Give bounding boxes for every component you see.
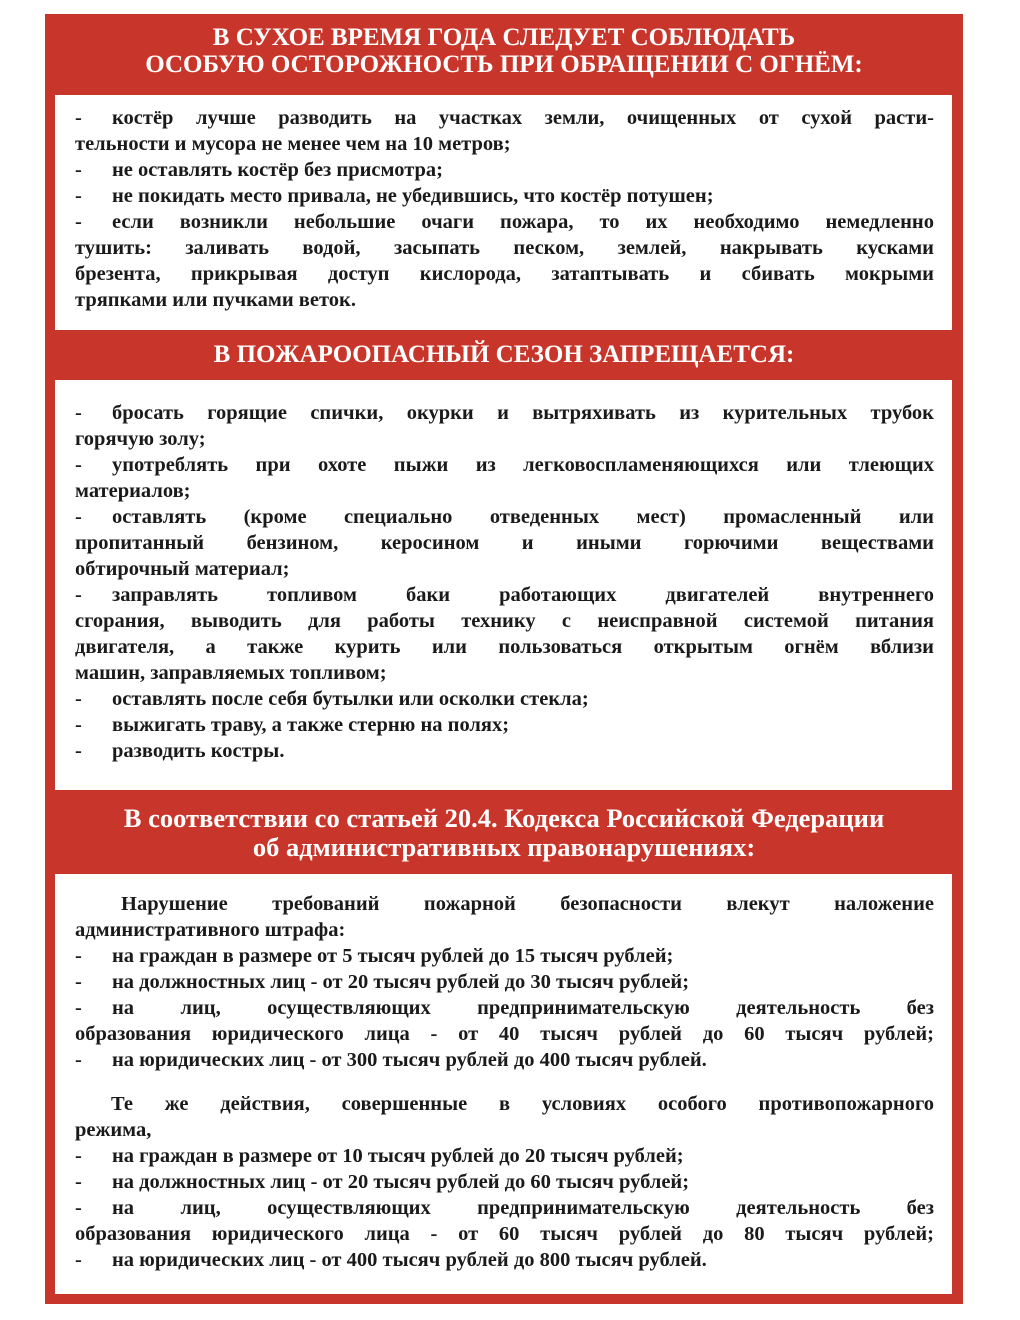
section1-panel [55,95,952,330]
list-line-text: на должностных лиц - от 20 тысяч рублей до 60 тысяч рублей; [112,1171,690,1193]
list-line-text: разводить костры. [112,740,285,762]
list-line [75,504,934,530]
paragraph-gap [75,1073,934,1091]
list-line-text: пропитанный бензином, керосином и иными горючими веществами [75,532,934,554]
bullet-dash: - [75,402,82,424]
list-line [75,235,934,261]
bullet-dash: - [75,506,82,528]
list-line-text: горячую золу; [75,428,206,450]
intro-line: Те же действия, совершенные в условиях особого противопожарного [111,1093,934,1115]
section3-title-line: об административных правонарушениях: [252,832,756,862]
list-line-text: употреблять при охоте пыжи из легковоспламеняющихся или тлеющих [112,454,934,476]
bullet-dash: - [75,997,82,1019]
list-line-text: сгорания, выводить для работы технику с неисправной системой питания [75,610,934,632]
bullet-dash: - [75,454,82,476]
intro-line: режима, [75,1119,152,1141]
section3-title-line: В соответствии со статьей 20.4. Кодекса Российской Федерации [123,803,885,833]
list-line-text: тряпками или пучками веток. [75,289,356,311]
list-line [75,1143,934,1169]
list-line-text: на должностных лиц - от 20 тысяч рублей до 30 тысяч рублей; [112,971,690,993]
list-line-text: если возникли небольшие очаги пожара, то их необходимо немедленно [112,211,934,233]
bullet-dash: - [75,185,82,207]
bullet-dash: - [75,1197,82,1219]
list-line [75,1221,934,1247]
list-line [75,712,934,738]
list-line [75,738,934,764]
section1-title [45,24,963,78]
list-line-text: выжигать траву, а также стерню на полях; [112,714,510,736]
fire-safety-poster [45,14,963,1304]
list-line [75,530,934,556]
bullet-dash: - [75,945,82,967]
list-line-text: тельности и мусора не менее чем на 10 метров; [75,133,511,155]
section1-list [75,105,934,313]
section3-panel [55,874,952,1294]
section3-title [45,804,963,862]
bullet-dash: - [75,107,82,129]
list-line [75,426,934,452]
list-line-text: на юридических лиц - от 300 тысяч рублей до 400 тысяч рублей. [112,1049,707,1071]
bullet-dash: - [75,584,82,606]
list-line-text: на граждан в размере от 10 тысяч рублей до 20 тысяч рублей; [112,1145,684,1167]
list-line [75,400,934,426]
list-line-text: машин, заправляемых топливом; [75,662,387,684]
bullet-dash: - [75,1171,82,1193]
list-line-text: заправлять топливом баки работающих двигателей внутреннего [112,584,934,606]
bullet-dash: - [75,1145,82,1167]
bullet-dash: - [75,714,82,736]
list-line [75,995,934,1021]
section2-list [75,400,934,764]
list-line-text: образования юридического лица - от 60 тысяч рублей до 80 тысяч рублей; [75,1223,934,1245]
list-line [75,131,934,157]
list-line [75,157,934,183]
list-line [75,686,934,712]
list-line-text: материалов; [75,480,191,502]
section1-title-line: ОСОБУЮ ОСТОРОЖНОСТЬ ПРИ ОБРАЩЕНИИ С ОГНЁМ: [145,51,863,78]
list-line-text: не покидать место привала, не убедившись, что костёр потушен; [112,185,714,207]
bullet-dash: - [75,1049,82,1071]
list-line [75,1021,934,1047]
fines-paragraph-special-regime [75,1091,934,1273]
section2-panel [55,380,952,790]
list-line-text: на лиц, осуществляющих предпринимательскую деятельность без [112,1197,934,1219]
bullet-dash: - [75,688,82,710]
list-line [75,105,934,131]
list-line [75,943,934,969]
list-line [75,261,934,287]
list-line-text: тушить: заливать водой, засыпать песком, землей, накрывать кусками [75,237,934,259]
list-line-text: брезента, прикрывая доступ кислорода, затаптывать и сбивать мокрыми [75,263,934,285]
list-line-text: двигателя, а также курить или пользоваться открытым огнём вблизи [75,636,934,658]
list-line [75,452,934,478]
section1-title-line: В СУХОЕ ВРЕМЯ ГОДА СЛЕДУЕТ СОБЛЮДАТЬ [212,24,796,51]
list-line [75,608,934,634]
list-line-text: обтирочный материал; [75,558,290,580]
bullet-dash: - [75,740,82,762]
list-line [75,478,934,504]
list-line [75,1247,934,1273]
intro-line: Нарушение требований пожарной безопасности влекут наложение [121,893,934,915]
fines-paragraph-general [75,891,934,1073]
list-line [75,1195,934,1221]
list-line [75,556,934,582]
list-line-text: оставлять (кроме специально отведенных мест) промасленный или [112,506,934,528]
bullet-dash: - [75,1249,82,1271]
list-line [75,1047,934,1073]
bullet-dash: - [75,211,82,233]
list-line-text: образования юридического лица - от 40 тысяч рублей до 60 тысяч рублей; [75,1023,934,1045]
list-line-text: костёр лучше разводить на участках земли, очищенных от сухой расти- [112,107,934,129]
list-line-text: на лиц, осуществляющих предпринимательскую деятельность без [112,997,934,1019]
bullet-dash: - [75,971,82,993]
list-line-text: на граждан в размере от 5 тысяч рублей до 15 тысяч рублей; [112,945,674,967]
list-line-text: не оставлять костёр без присмотра; [112,159,444,181]
list-line-text: бросать горящие спички, окурки и вытряхивать из курительных трубок [112,402,934,424]
list-line [75,969,934,995]
list-line [75,1169,934,1195]
list-line [75,582,934,608]
list-line [75,634,934,660]
list-line-text: оставлять после себя бутылки или осколки стекла; [112,688,589,710]
intro-line: административного штрафа: [75,919,346,941]
list-line [75,287,934,313]
list-line [75,183,934,209]
bullet-dash: - [75,159,82,181]
list-line [75,660,934,686]
section2-title-text: В ПОЖАРООПАСНЫЙ СЕЗОН ЗАПРЕЩАЕТСЯ: [213,341,795,368]
section2-title [45,341,963,369]
list-line-text: на юридических лиц - от 400 тысяч рублей до 800 тысяч рублей. [112,1249,707,1271]
list-line [75,209,934,235]
